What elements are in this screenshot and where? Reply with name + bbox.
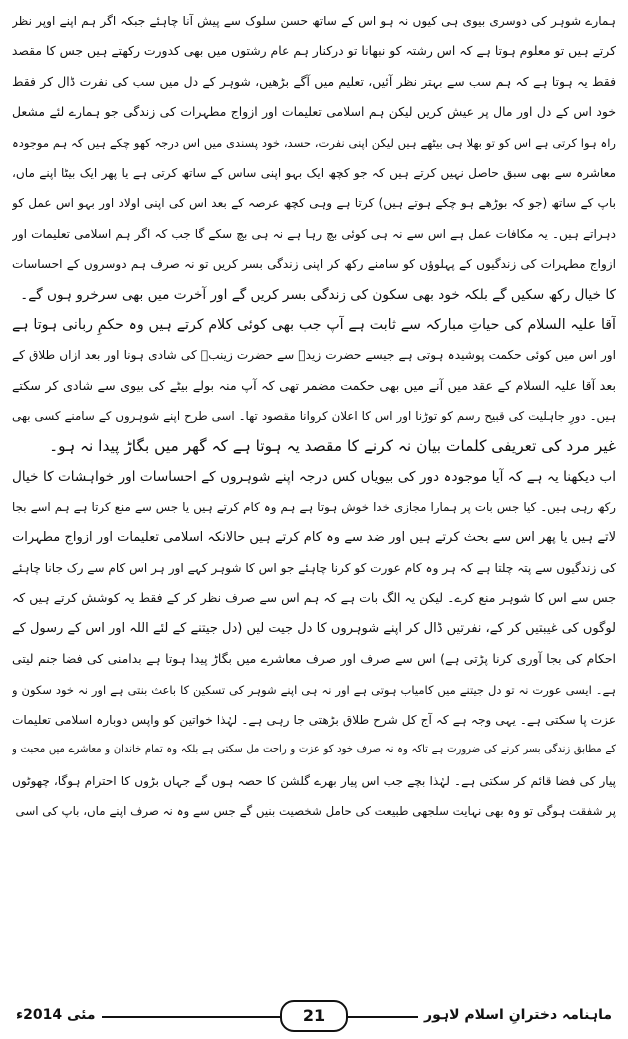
text-line: راہ ہوا کرتی ہے اس کو تو بھلا ہی بیٹھے ہیں لیکن اپنی نفرت، حسد، خود پسندی میں اس درجہ کھو چکے ہیں کہ ہم موجودہ <box>12 135 616 150</box>
text-line: کا خیال رکھ سکیں گے بلکہ خود بھی سکون کی زندگی بسر کریں گے اور آخرت میں بھی سرخرو ہوں گے۔ <box>20 286 616 303</box>
text-line: لوگوں کی غیبتیں کر کے، نفرتیں ڈال کر اپنے شوہروں کا دل جیت لیں (دل جیتنے کے لئے اللہ اور اس کے رسول کے <box>12 620 616 636</box>
text-line: احکام کی بجا آوری کرنا پڑتی ہے) اس سے صرف اور صرف معاشرے میں بگاڑ پیدا ہوتا ہے بدامنی کی فضا جنم لیتی <box>12 651 616 667</box>
text-line: باپ کے ساتھ (جو کہ بوڑھے ہو چکے ہوتے ہیں) کرتا ہے وہی کچھ عرصہ کے بعد اس کی اپنی اولاد اور بہو اس عمل کو <box>12 196 616 211</box>
text-line: فقط یہ ہوتا ہے کہ ہم سب سے بہتر نظر آئیں، تعلیم میں آگے بڑھیں، شوہر کے دل میں سب کی نفرت ڈال کر فقط <box>12 73 616 89</box>
text-line: کی زندگیوں سے پتہ چلتا ہے کہ ہر وہ کام عورت کو کرنا چاہئے جو اس کا شوہر کہے اور ہر اس کام سے رک جانا چاہئے <box>12 561 616 576</box>
text-line: معاشرہ سے بھی سبق حاصل نہیں کرتے ہیں کہ جو کچھ ایک بہو اپنی ساس کے ساتھ کرتی ہے یا پھر ایک بیٹا اپنے ماں، <box>12 165 616 180</box>
text-line: ہمارے شوہر کی دوسری بیوی ہی کیوں نہ ہو اس کے ساتھ حسن سلوک سے پیش آنا چاہئے جبکہ اگر ہم اپنے اوپر نظر <box>12 14 616 28</box>
text-line: رکھ رہی ہیں۔ کیا جس بات پر ہمارا مجازی خدا خوش ہوتا ہے ہم وہ کام کرتے ہیں یا جس سے منع کرتا ہے ہم اسے بجا <box>12 500 616 515</box>
text-line: ہے۔ ایسی عورت نہ تو دل جیتنے میں کامیاب ہوتی ہے اور نہ ہی اپنے شوہر کی تسکین کا باعث بنتی ہے اور نہ خود سکون و <box>12 682 616 697</box>
text-line: پیار کی فضا قائم کر سکتی ہے۔ لہٰذا بچے جب اس پیار بھرے گلشن کا حصہ ہوں گے جہاں بڑوں کا احترام ہوگا، چھوٹوں <box>12 773 616 788</box>
text-line: غیر مرد کی تعریفی کلمات بیان نہ کرنے کا مقصد یہ ہوتا ہے کہ گھر میں بگاڑ پیدا نہ ہو۔ <box>49 437 616 456</box>
text-line: عزت پا سکتی ہے۔ یہی وجہ ہے کہ آج کل شرح طلاق بڑھتی جا رہی ہے۔ لہٰذا خواتین کو واپس دوبارہ اسلامی تعلیمات <box>12 712 616 727</box>
text-line: کرتے ہیں تو معلوم ہوتا ہے کہ اس رشتہ کو نبھانا تو درکنار ہم عام رشتوں میں بھی کدورت رکھتے ہیں جس کا مقصد <box>12 43 616 59</box>
text-line: خود اس کے دل اور مال پر عیش کریں لیکن ہم اسلامی تعلیمات اور ازواج مطہرات کی زندگی جو ہمارے لئے مشعل <box>12 104 616 120</box>
text-line: جس سے اس کا شوہر منع کرے۔ لیکن یہ الگ بات ہے کہ ہم اس سے صرف نظر کر کے فقط یہ کوشش کرتے ہیں کہ <box>12 590 616 606</box>
text-line: دہراتے ہیں۔ یہ مکافات عمل ہے اس سے نہ ہی کوئی بچ رہا ہے نہ ہی بچ سکے گا جب کہ اگر ہم اسلامی تعلیمات اور <box>12 226 616 241</box>
page-number: 21 <box>280 1000 348 1032</box>
text-line: بعد آقا علیہ السلام کے عقد میں آنے میں بھی حکمت مضمر تھی کہ آپ منہ بولے بیٹے کی بیوی سے شادی کر سکتے <box>12 377 616 393</box>
text-line: ہیں۔ دورِ جاہلیت کی قبیح رسم کو توڑنا اور اس کا اعلان کروانا مقصود تھا۔ اسی طرح اپنے شوہروں کے سامنے کسی بھی <box>12 409 616 424</box>
article-paragraph <box>12 462 616 827</box>
article-paragraph <box>12 6 616 310</box>
article-body <box>12 6 616 827</box>
footer-issue-date: مئی 2014ء <box>10 1003 102 1027</box>
page-footer <box>10 1000 618 1032</box>
text-line: آقا علیہ السلام کی حیاتِ مبارکہ سے ثابت ہے آپ جب بھی کوئی کلام کرتے ہیں وہ حکمِ ربانی ہوتا ہے <box>12 316 616 333</box>
text-line: اب دیکھنا یہ ہے کہ آیا موجودہ دور کی بیویاں کس درجہ اپنے شوہروں کے احساسات اور خواہشات کا خیال <box>12 468 616 485</box>
text-line: پر شفقت ہوگی تو وہ بھی نہایت سلجھی طبیعت کی حامل شخصیت بنیں گے جس سے وہ نہ صرف اپنے ماں، باپ کی اسی <box>15 804 616 819</box>
footer-magazine-name: ماہنامہ دخترانِ اسلام لاہور <box>418 1003 618 1027</box>
text-line: لاتے ہیں یا پھر اس سے بحث کرتے ہیں اور ضد سے وہ کام کرتے ہیں حالانکہ اسلامی تعلیمات اور ازواج مطہرات <box>12 529 616 545</box>
article-paragraph <box>12 310 616 462</box>
text-line: کے مطابق زندگی بسر کرنے کی ضرورت ہے تاکہ وہ نہ صرف خود کو عزت و راحت مل سکتی ہے بلکہ وہ تمام خاندان و معاشرے میں محبت و <box>12 744 616 756</box>
text-line: اور اس میں کوئی حکمت پوشیدہ ہوتی ہے جیسے حضرت زیدؓ سے حضرت زینبؓ کی شادی ہونا اور بعد ازاں طلاق کے <box>12 348 616 363</box>
text-line: ازواج مطہرات کی زندگیوں کے پہلوؤں کو سامنے رکھ کر اپنی زندگی بسر کریں تو نہ صرف ہم دوسروں کے احساسات <box>12 257 616 272</box>
